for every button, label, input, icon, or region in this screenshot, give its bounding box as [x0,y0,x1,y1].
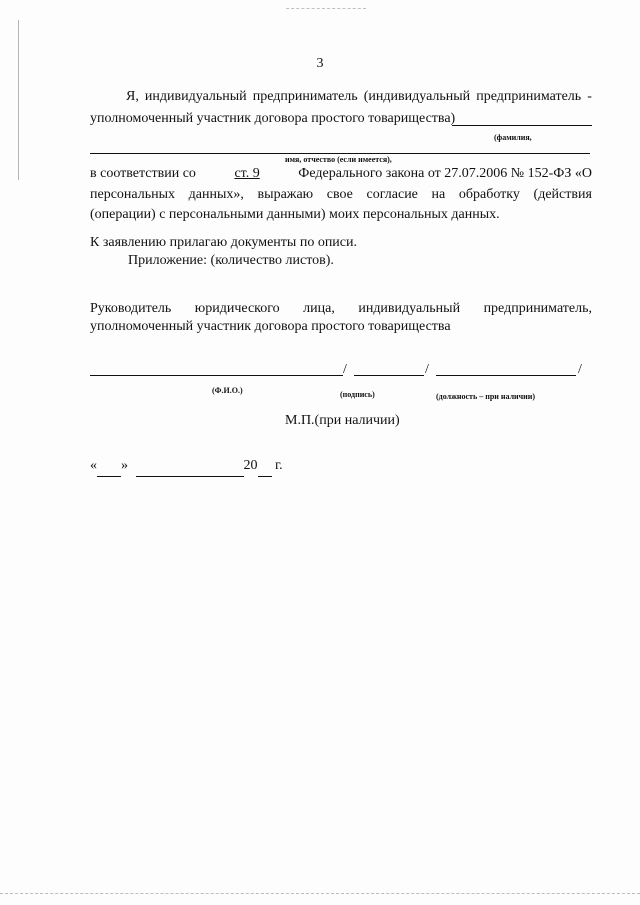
consent-line-1 [126,86,592,107]
consent-word: согласие [366,187,418,202]
fio-blank-line [90,375,343,376]
caption-fio: (Ф.И.О.) [212,386,243,395]
scan-artifact-bottom [0,893,640,895]
consent-line-2-text: уполномоченный участник договора простого товарищества) [90,111,456,126]
consent-word: индивидуальный [144,89,247,104]
signatory-word: предприниматель, [483,301,592,316]
consent-word: свое [326,187,353,202]
surname-blank-line [452,125,592,126]
consent-line-3 [90,163,592,184]
scan-artifact-left [18,20,19,180]
consent-word: предприниматель [476,89,582,104]
date-close-quote: » [121,458,128,473]
consent-line-5: (операции) с персональными данными) моих персональных данных. [90,207,500,222]
signature-separator: / [425,362,429,377]
consent-word: данных», [188,187,244,202]
signatory-word: индивидуальный [358,301,461,316]
consent-word: предприниматель [252,89,358,104]
year-prefix: 20 [243,458,258,473]
signatory-word: лица, [303,301,335,316]
year-suffix: г. [275,458,283,473]
caption-position: (должность – при наличии) [436,392,536,401]
consent-word: Я, [126,89,139,104]
caption-name: имя, отчество (если имеется), [285,155,392,164]
caption-signature: (подпись) [340,390,375,399]
signature-blank-line [354,375,424,376]
month-blank [136,455,244,477]
signature-separator: / [343,362,347,377]
consent-word: - [587,89,592,104]
signatory-line-2: уполномоченный участник договора простого товарищества [90,319,451,334]
caption-surname: (фамилия, [494,133,532,142]
signature-separator: / [578,362,582,377]
law-article-link[interactable]: ст. 9 [234,166,260,181]
consent-word: (действия [533,187,592,202]
page-number: 3 [316,56,324,71]
consent-line-4 [90,184,592,205]
consent-word: на [431,187,446,202]
fullname-blank-line [90,153,590,154]
signatory-word: юридического [194,301,280,316]
attachments-line-2: Приложение: (количество листов). [128,253,334,268]
scan-artifact-top [286,8,366,10]
consent-word: персональных [90,187,176,202]
consent-word: обработку [458,187,520,202]
date-line [90,455,390,477]
consent-word: (индивидуальный [363,89,471,104]
attachments-line-1: К заявлению прилагаю документы по описи. [90,235,358,250]
day-blank [97,455,121,477]
signatory-word: Руководитель [90,301,172,316]
consent-line-3-suffix: Федерального закона от 27.07.2006 № 152-ФЗ «О [298,166,592,181]
position-blank-line [436,375,576,376]
stamp-label: М.П.(при наличии) [285,413,400,428]
year-blank [258,455,272,477]
date-open-quote: « [90,458,97,473]
consent-word: выражаю [257,187,314,202]
consent-line-3-prefix: в соответствии со [90,166,196,181]
